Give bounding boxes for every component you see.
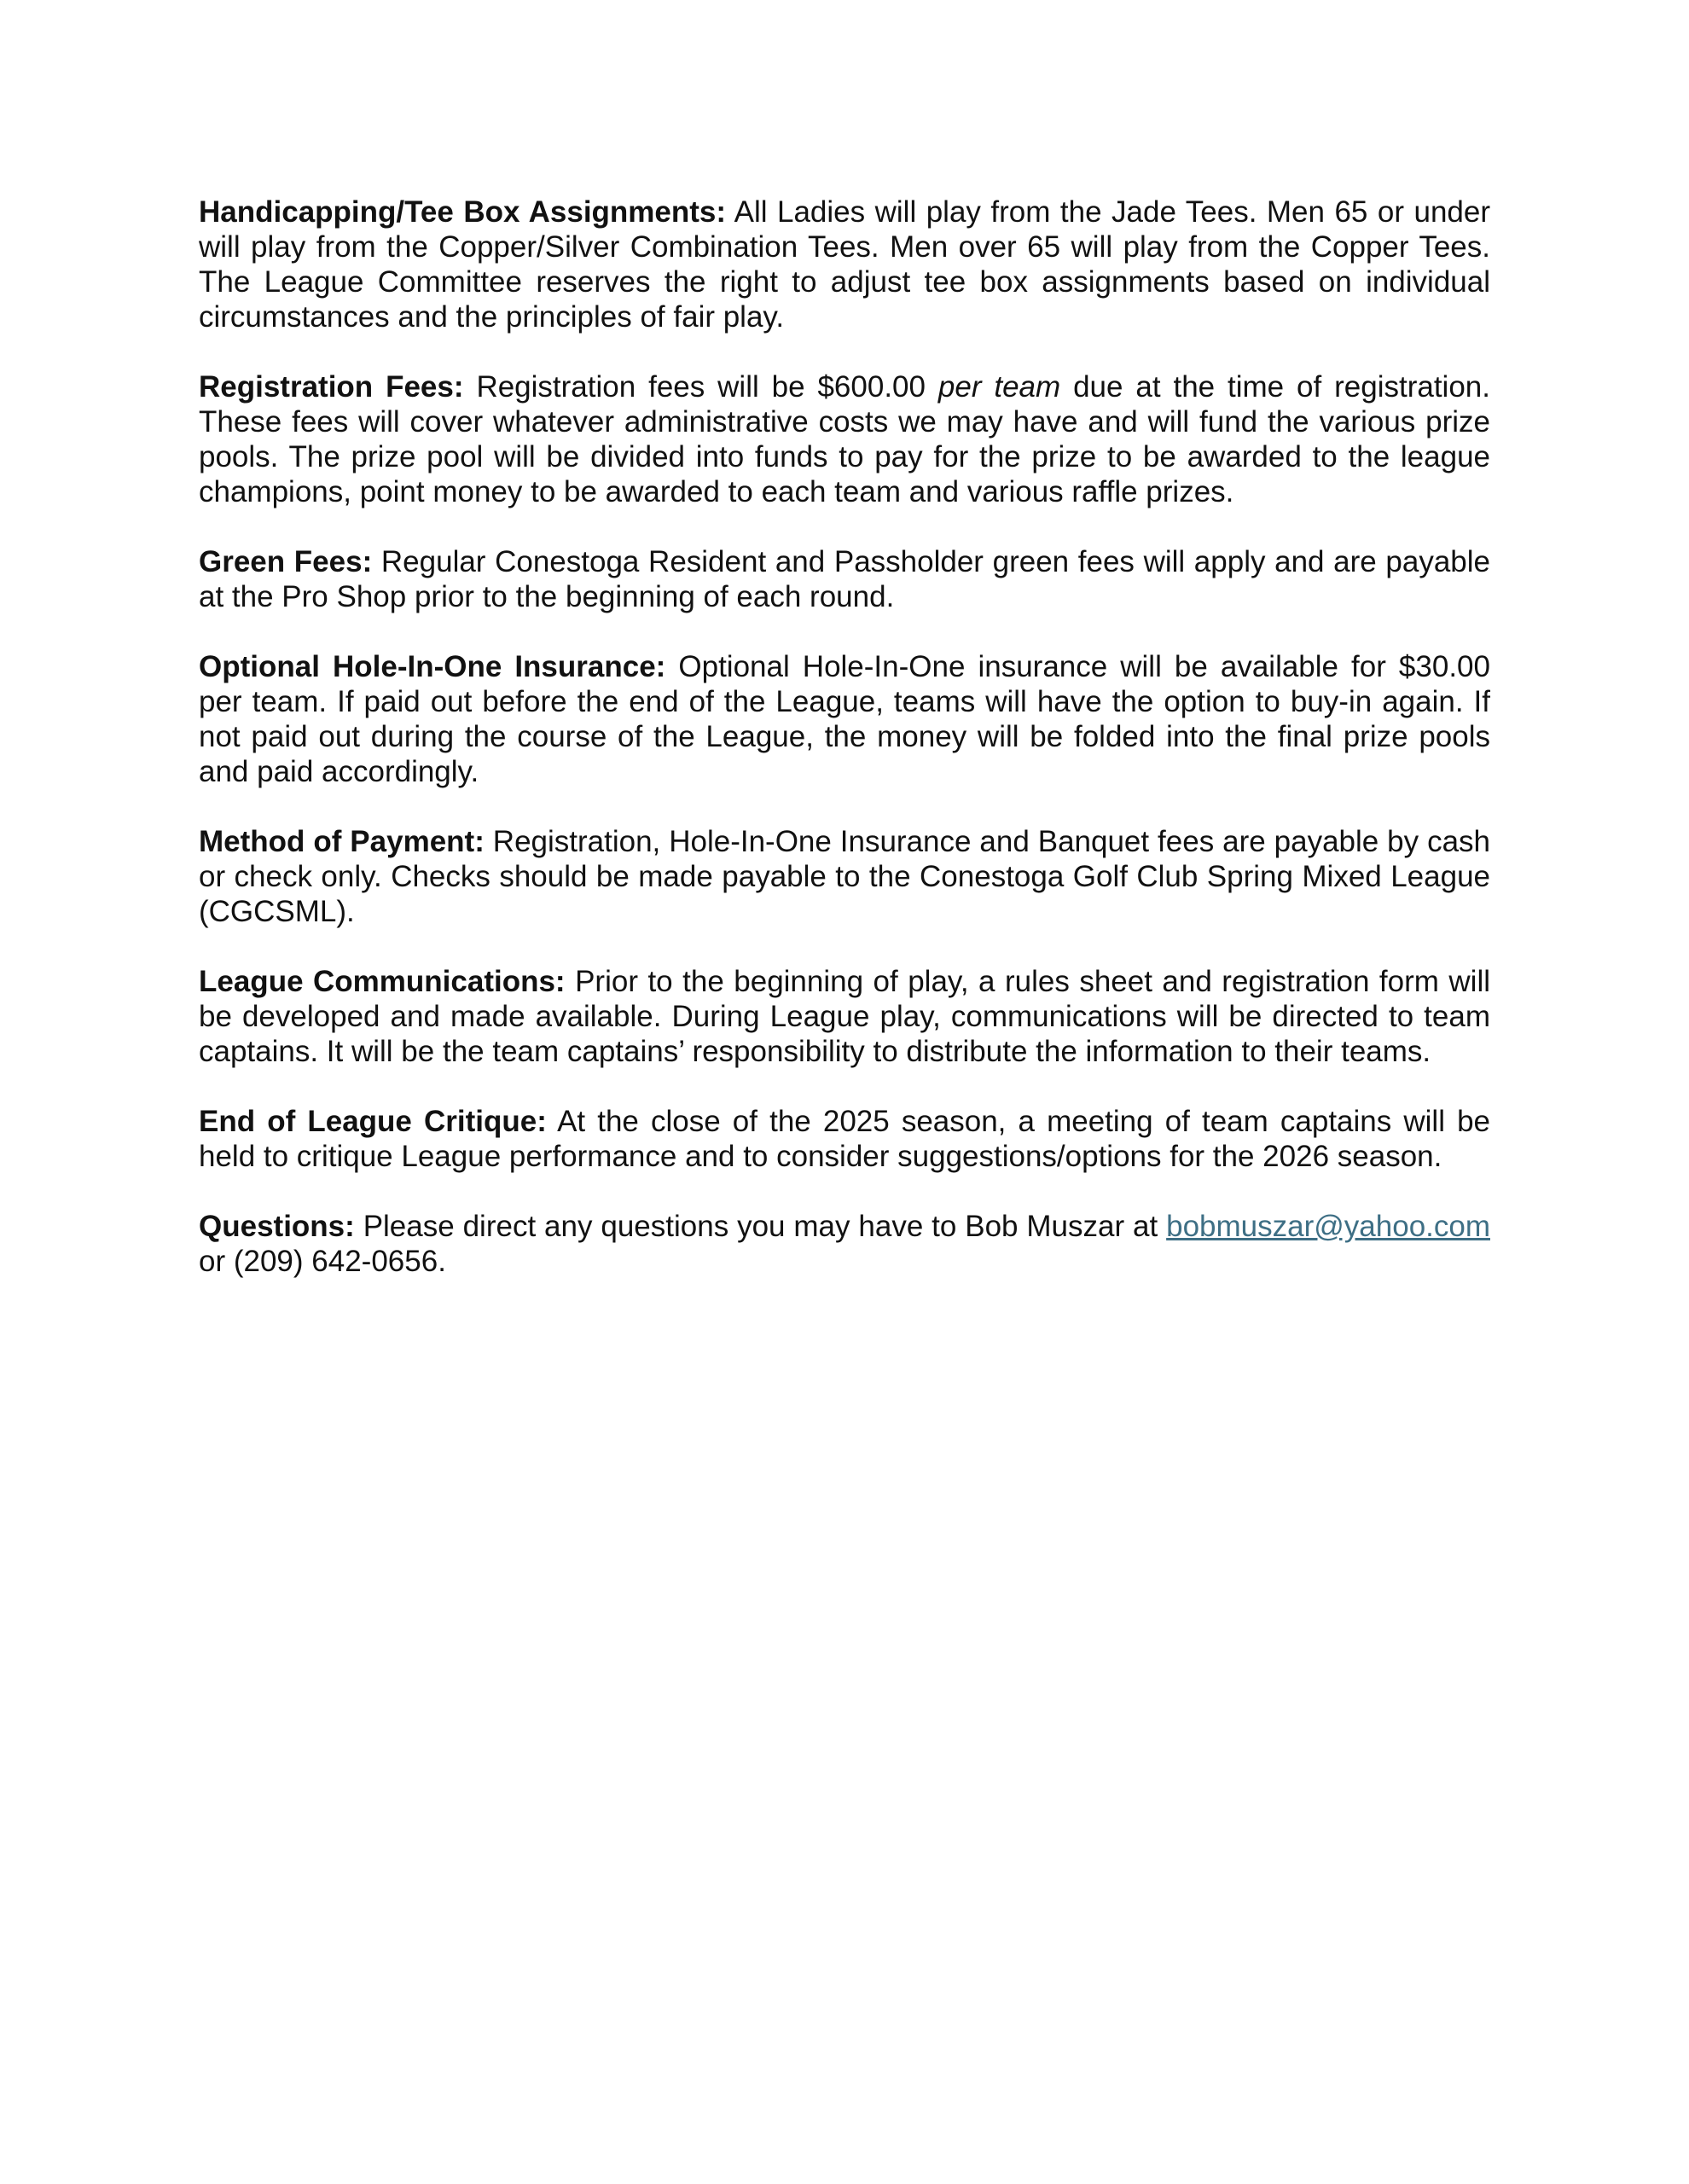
section-text: At the close of the 2025 season, a meeting of team captains will be held to critique League performance and to consider suggestions/options for the 2026 season. bbox=[199, 1105, 1491, 1173]
section-method-of-payment bbox=[199, 824, 1490, 929]
section-emphasis: per team bbox=[937, 370, 1061, 404]
section-label: League Communications: bbox=[199, 965, 566, 998]
section-text: Regular Conestoga Resident and Passholder green fees will apply and are payable at the Pro Shop prior to the beginning of each round. bbox=[199, 545, 1490, 613]
section-label: End of League Critique: bbox=[199, 1105, 547, 1138]
section-text-continued: due at the time of registration. These fees will cover whatever administrative costs we may have and will fund the various prize pools. The prize pool will be divided into funds to pay for the prize to be awarded to the league champions, point money to be awarded to each team and various raffle prizes. bbox=[199, 370, 1490, 508]
section-hole-in-one-insurance bbox=[199, 649, 1490, 789]
section-registration-fees bbox=[199, 369, 1490, 509]
section-label: Questions: bbox=[199, 1210, 355, 1243]
document-body bbox=[199, 195, 1490, 1314]
section-label: Green Fees: bbox=[199, 545, 373, 578]
section-label: Handicapping/Tee Box Assignments: bbox=[199, 195, 727, 229]
section-tee-box-assignments bbox=[199, 195, 1490, 334]
section-text: Please direct any questions you may have to Bob Muszar at bbox=[363, 1210, 1158, 1243]
section-text: Registration fees will be $600.00 bbox=[476, 370, 926, 404]
section-label: Registration Fees: bbox=[199, 370, 464, 404]
section-questions bbox=[199, 1209, 1490, 1279]
section-text: Registration, Hole-In-One Insurance and Banquet fees are payable by cash or check only. Checks should be made payable to the Conestoga Golf Club Spring Mixed League (CGCSML). bbox=[199, 825, 1490, 928]
section-text-continued: or (209) 642-0656. bbox=[199, 1245, 446, 1278]
section-label: Optional Hole-In-One Insurance: bbox=[199, 650, 666, 683]
section-label: Method of Payment: bbox=[199, 825, 485, 858]
section-text: All Ladies will play from the Jade Tees. Men 65 or under will play from the Copper/Silver Combination Tees. Men over 65 will play from the Copper Tees. The League Committee reserves the right to adjust tee box assignments based on individual circumstances and the principles of fair play. bbox=[199, 195, 1490, 334]
section-league-communications bbox=[199, 964, 1490, 1069]
section-text: Prior to the beginning of play, a rules sheet and registration form will be developed and made available. During League play, communications will be directed to team captains. It will be the team captains’ responsibility to distribute the information to their teams. bbox=[199, 965, 1490, 1068]
email-link[interactable]: bobmuszar@yahoo.com bbox=[1166, 1210, 1490, 1243]
section-text: Optional Hole-In-One insurance will be available for $30.00 per team. If paid out before the end of the League, teams will have the option to buy-in again. If not paid out during the course of the League, the money will be folded into the final prize pools and paid accordingly. bbox=[199, 650, 1490, 788]
section-end-of-league-critique bbox=[199, 1104, 1490, 1174]
section-green-fees bbox=[199, 544, 1490, 614]
